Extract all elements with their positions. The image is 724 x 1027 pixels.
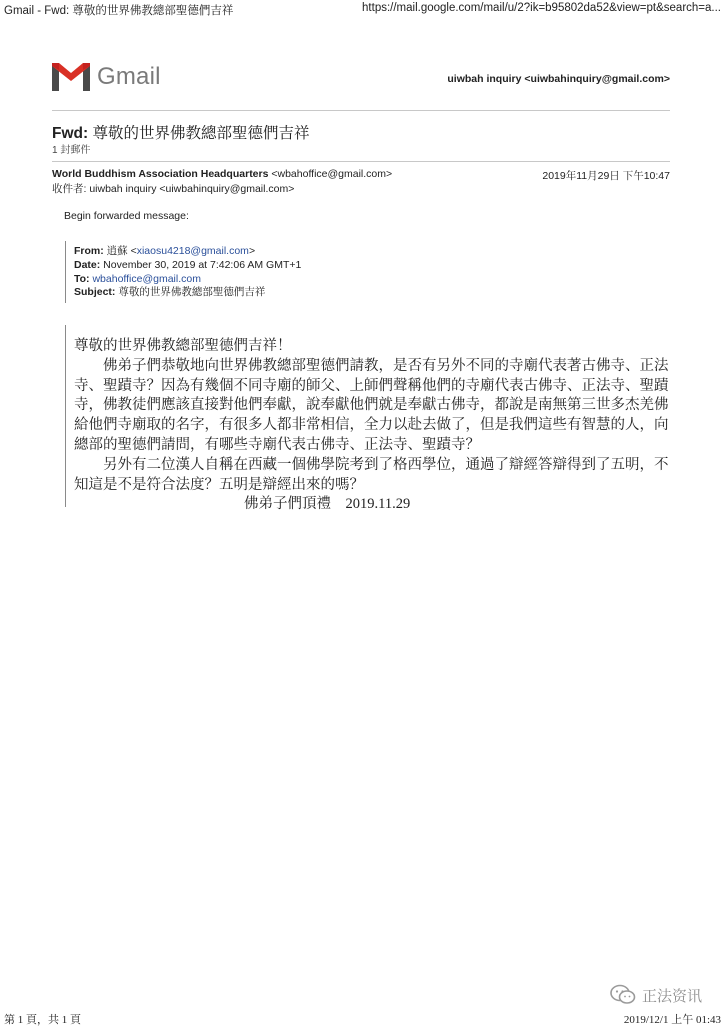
body-quote-bar bbox=[65, 325, 66, 507]
print-footer-page: 第 1 頁，共 1 頁 bbox=[4, 1014, 81, 1026]
forwarded-date-value: November 30, 2019 at 7:42:06 AM GMT+1 bbox=[100, 258, 302, 271]
thread-subject bbox=[52, 121, 309, 143]
body-paragraph-2: 另外有二位漢人自稱在西藏一個佛學院考到了格西學位，通過了辯經答辯得到了五明，不知這是不是符合法度？五明是辯經出來的嗎？ bbox=[74, 456, 669, 493]
account-label: uiwbah inquiry <uiwbahinquiry@gmail.com> bbox=[447, 73, 670, 85]
watermark-text: 正法资讯 bbox=[641, 987, 702, 1005]
recipient-value: uiwbah inquiry <uiwbahinquiry@gmail.com> bbox=[86, 183, 295, 195]
forwarded-date-row bbox=[74, 259, 301, 273]
forwarded-from-name: 逍蘇 < bbox=[103, 245, 137, 257]
begin-forwarded-label: Begin forwarded message: bbox=[64, 210, 189, 222]
sender-email: <wbahoffice@gmail.com> bbox=[268, 168, 393, 180]
recipient-label: 收件者: bbox=[52, 183, 87, 195]
subject-prefix: Fwd: bbox=[52, 125, 89, 142]
message-body bbox=[74, 337, 674, 515]
header-divider bbox=[52, 110, 670, 111]
recipient-line bbox=[52, 181, 294, 196]
forwarded-header bbox=[74, 245, 301, 300]
forwarded-from-tail: > bbox=[248, 245, 256, 257]
sender-line bbox=[52, 168, 392, 180]
forwarded-subject-value: 尊敬的世界佛教總部聖德們吉祥 bbox=[115, 286, 266, 299]
forwarded-date-label: Date: bbox=[74, 258, 101, 271]
forward-quote-bar bbox=[65, 241, 66, 303]
forwarded-subject-row bbox=[74, 286, 301, 300]
body-signature: 佛弟子們頂禮 2019.11.29 bbox=[244, 496, 411, 513]
forwarded-to-label: To: bbox=[74, 272, 90, 285]
print-header-title: Gmail - Fwd: 尊敬的世界佛教總部聖德們吉祥 bbox=[4, 5, 234, 17]
message-date: 2019年11月29日 下午10:47 bbox=[542, 170, 670, 182]
body-paragraph-1: 佛弟子們恭敬地向世界佛教總部聖德們請教，是否有另外不同的寺廟代表著古佛寺、正法寺、聖蹟寺？因為有幾個不同寺廟的師父、上師們聲稱他們的寺廟代表古佛寺、正法寺、聖蹟寺，佛教徒們應該直接對他們奉獻，說奉獻他們就是奉獻古佛寺，都說是南無第三世多杰羌佛給他們寺廟取的名字，有很多人都非常相信，全力以赴去做了，但是我們這些有智慧的人，向總部的聖德們請問，有哪些寺廟代表古佛寺、正法寺、聖蹟寺？ bbox=[74, 357, 669, 453]
wechat-icon bbox=[610, 984, 636, 1006]
forwarded-to-email-link[interactable]: wbahoffice@gmail.com bbox=[92, 272, 201, 285]
sender-name: World Buddhism Association Headquarters bbox=[52, 168, 269, 180]
subject-divider bbox=[52, 161, 670, 162]
message-count: 1 封郵件 bbox=[52, 145, 91, 156]
print-header-url: https://mail.google.com/mail/u/2?ik=b95802da52&view=pt&search=a... bbox=[362, 2, 721, 14]
gmail-logo bbox=[52, 62, 161, 92]
gmail-envelope-icon bbox=[52, 63, 90, 91]
subject-text: 尊敬的世界佛教總部聖德們吉祥 bbox=[88, 125, 310, 142]
forwarded-subject-label: Subject: bbox=[74, 286, 116, 299]
body-greeting: 尊敬的世界佛教總部聖德們吉祥！ bbox=[74, 338, 292, 354]
gmail-logo-text: Gmail bbox=[97, 63, 161, 90]
forwarded-from-email-link[interactable]: xiaosu4218@gmail.com bbox=[136, 245, 249, 257]
forwarded-to-row bbox=[74, 273, 301, 287]
print-footer-datetime: 2019/12/1 上午 01:43 bbox=[623, 1014, 721, 1026]
watermark bbox=[610, 984, 702, 1006]
forwarded-from-row bbox=[74, 245, 301, 259]
forwarded-from-label: From: bbox=[74, 245, 104, 257]
